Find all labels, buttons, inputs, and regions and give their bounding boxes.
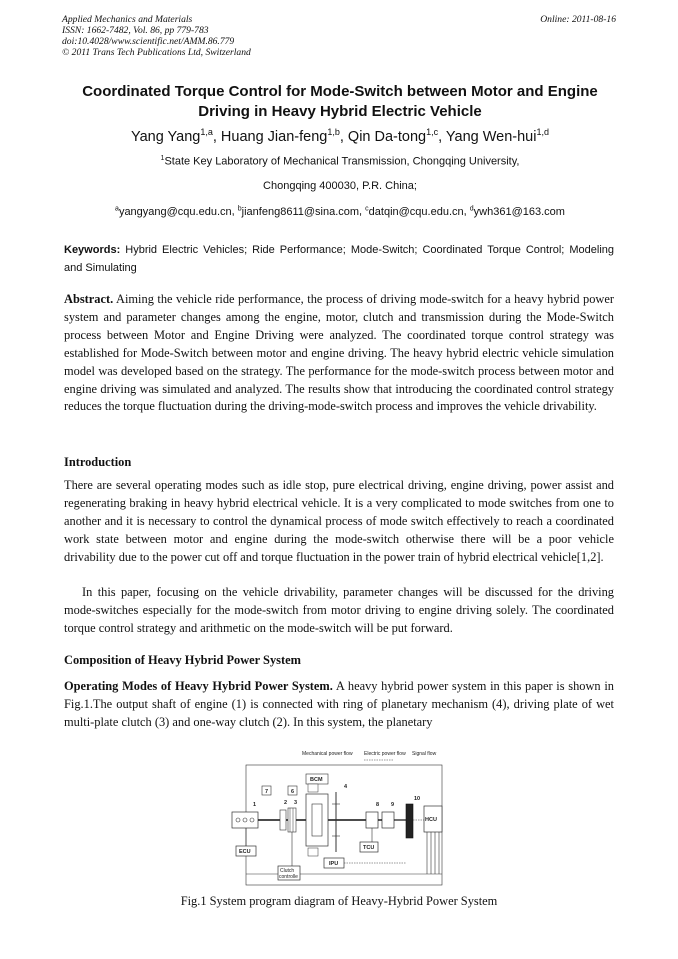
keywords bbox=[64, 241, 614, 277]
num-9: 9 bbox=[391, 802, 395, 808]
multi-plate-clutch bbox=[288, 808, 296, 832]
planetary-gear bbox=[312, 804, 322, 836]
ipu-label: IPU bbox=[329, 861, 339, 867]
brake-bottom bbox=[308, 848, 318, 856]
modes-label: Operating Modes of Heavy Hybrid Power System. bbox=[64, 679, 333, 693]
num-6: 6 bbox=[291, 789, 295, 795]
legend-mechanical: Mechanical power flow bbox=[302, 751, 353, 757]
bcm-label: BCM bbox=[310, 777, 323, 783]
num-4: 4 bbox=[344, 784, 348, 790]
modes-text: A heavy hybrid power system in this paper is shown in Fig.1.The output shaft of engine (1) is connected with ring of planetary mechanism (4), driving plate of wet multi-plate clutch (3) and one-way clutch (2). In this system, the planetary bbox=[64, 679, 614, 729]
email[interactable]: $^d$ywh361@163.com bbox=[469, 205, 565, 218]
journal-header bbox=[62, 14, 251, 58]
journal-doi[interactable]: doi:10.4028/www.scientific.net/AMM.86.779 bbox=[62, 36, 235, 47]
paper-title bbox=[56, 82, 624, 122]
abstract-label: Abstract. bbox=[64, 292, 114, 306]
clutch-label-1: Clutch bbox=[280, 868, 295, 874]
email[interactable]: $^b$jianfeng8611@sina.com bbox=[237, 205, 360, 218]
online-date: Online: 2011-08-16 bbox=[540, 14, 616, 25]
affiliation-line-2: Chongqing 400030, P.R. China; bbox=[263, 180, 417, 192]
journal-name: Applied Mechanics and Materials bbox=[62, 14, 193, 25]
transmission-block bbox=[382, 812, 394, 828]
num-10: 10 bbox=[414, 796, 421, 802]
hcu-label: HCU bbox=[425, 817, 437, 823]
clutch-label-2: controlle bbox=[279, 874, 298, 880]
intro-heading: Introduction bbox=[64, 455, 132, 469]
author: Yang Wen-hui$^{1,d}$ bbox=[445, 127, 549, 145]
journal-copyright: © 2011 Trans Tech Publications Ltd, Switzerland bbox=[62, 47, 251, 58]
author: Yang Yang$^{1,a}$, bbox=[131, 127, 221, 145]
intro-paragraph-1: There are several operating modes such as idle stop, pure electrical driving, engine driving, power assist and regenerating braking in heavy hybrid electrical vehicle. It is a very complicated to mode switches from one to another and it is necessary to control the dynamical process of mode switch effectively to reach a coordinated work state between motor and engine during the mode-switch otherwise there will be a poor vehicle drivability due to the power cut off and torque fluctuation in the power train of hybrid electrical vehicle[1,2]. bbox=[64, 478, 614, 564]
abstract-text: Aiming the vehicle ride performance, the process of driving mode-switch for a heavy hybrid power system and parameter changes among the engine, motor, clutch and transmission during the Mode-Switch process between Motor and Engine Driving were analyzed. The coordinated torque control strategy was established for Mode-Switch between motor and engine driving. The heavy hybrid electric vehicle simulation model was developed based on the strategy. The performance for the mode-switch process between motor and engine driving was simulated and analyzed. The results show that introducing the coordinated control strategy reduces the torque fluctuation during the driving-mode-switch process and improves the vehicle drivability. bbox=[64, 292, 614, 414]
title-line-2: Driving in Heavy Hybrid Electric Vehicle bbox=[198, 103, 482, 120]
num-2: 2 bbox=[284, 800, 288, 806]
motor-block bbox=[366, 812, 378, 828]
journal-issn: ISSN: 1662-7482, Vol. 86, pp 779-783 bbox=[62, 25, 209, 36]
num-3: 3 bbox=[294, 800, 298, 806]
keywords-label: Keywords: bbox=[64, 244, 121, 256]
author: Qin Da-tong$^{1,c}$, bbox=[347, 127, 446, 145]
num-7: 7 bbox=[265, 789, 269, 795]
system-diagram bbox=[226, 744, 454, 886]
author: Huang Jian-feng$^{1,b}$, bbox=[220, 127, 348, 145]
section-heading: Composition of Heavy Hybrid Power System bbox=[64, 653, 301, 667]
figure-1 bbox=[226, 744, 454, 886]
abstract bbox=[64, 291, 614, 416]
author-list bbox=[40, 127, 640, 145]
figure-caption: Fig.1 System program diagram of Heavy-Hybrid Power System bbox=[180, 894, 498, 908]
keywords-text: Hybrid Electric Vehicles; Ride Performance; Mode-Switch; Coordinated Torque Control; Modeling and Simulating bbox=[64, 244, 615, 274]
title-line-1: Coordinated Torque Control for Mode-Switch between Motor and Engine bbox=[82, 83, 598, 100]
legend-electric: Electric power flow bbox=[364, 751, 406, 757]
brake-top bbox=[308, 784, 318, 792]
tcu-label: TCU bbox=[363, 845, 375, 851]
num-8: 8 bbox=[376, 802, 380, 808]
email-list: $^a$yangyang@cqu.edu.cn, $^b$jianfeng8611@sina.com, $^c$datqin@cqu.edu.cn, $^d$ywh361@163.com bbox=[115, 205, 565, 218]
affiliation-line-1: $^1$State Key Laboratory of Mechanical Transmission, Chongqing University, bbox=[160, 155, 520, 168]
battery-pack bbox=[406, 804, 413, 838]
intro-paragraph-2: In this paper, focusing on the vehicle drivability, parameter changes will be discussed for the driving mode-switches especially for the mode-switch from motor driving to engine driving solely. The coordinated torque control strategy and arithmetic on the mode-switch will be put forward. bbox=[64, 585, 614, 635]
num-1: 1 bbox=[253, 802, 257, 808]
legend-signal: Signal flow bbox=[412, 751, 437, 757]
modes-paragraph bbox=[64, 678, 614, 732]
email[interactable]: $^a$yangyang@cqu.edu.cn bbox=[115, 205, 232, 218]
one-way-clutch bbox=[280, 810, 286, 830]
ecu-label: ECU bbox=[239, 849, 251, 855]
email[interactable]: $^c$datqin@cqu.edu.cn bbox=[365, 205, 464, 218]
